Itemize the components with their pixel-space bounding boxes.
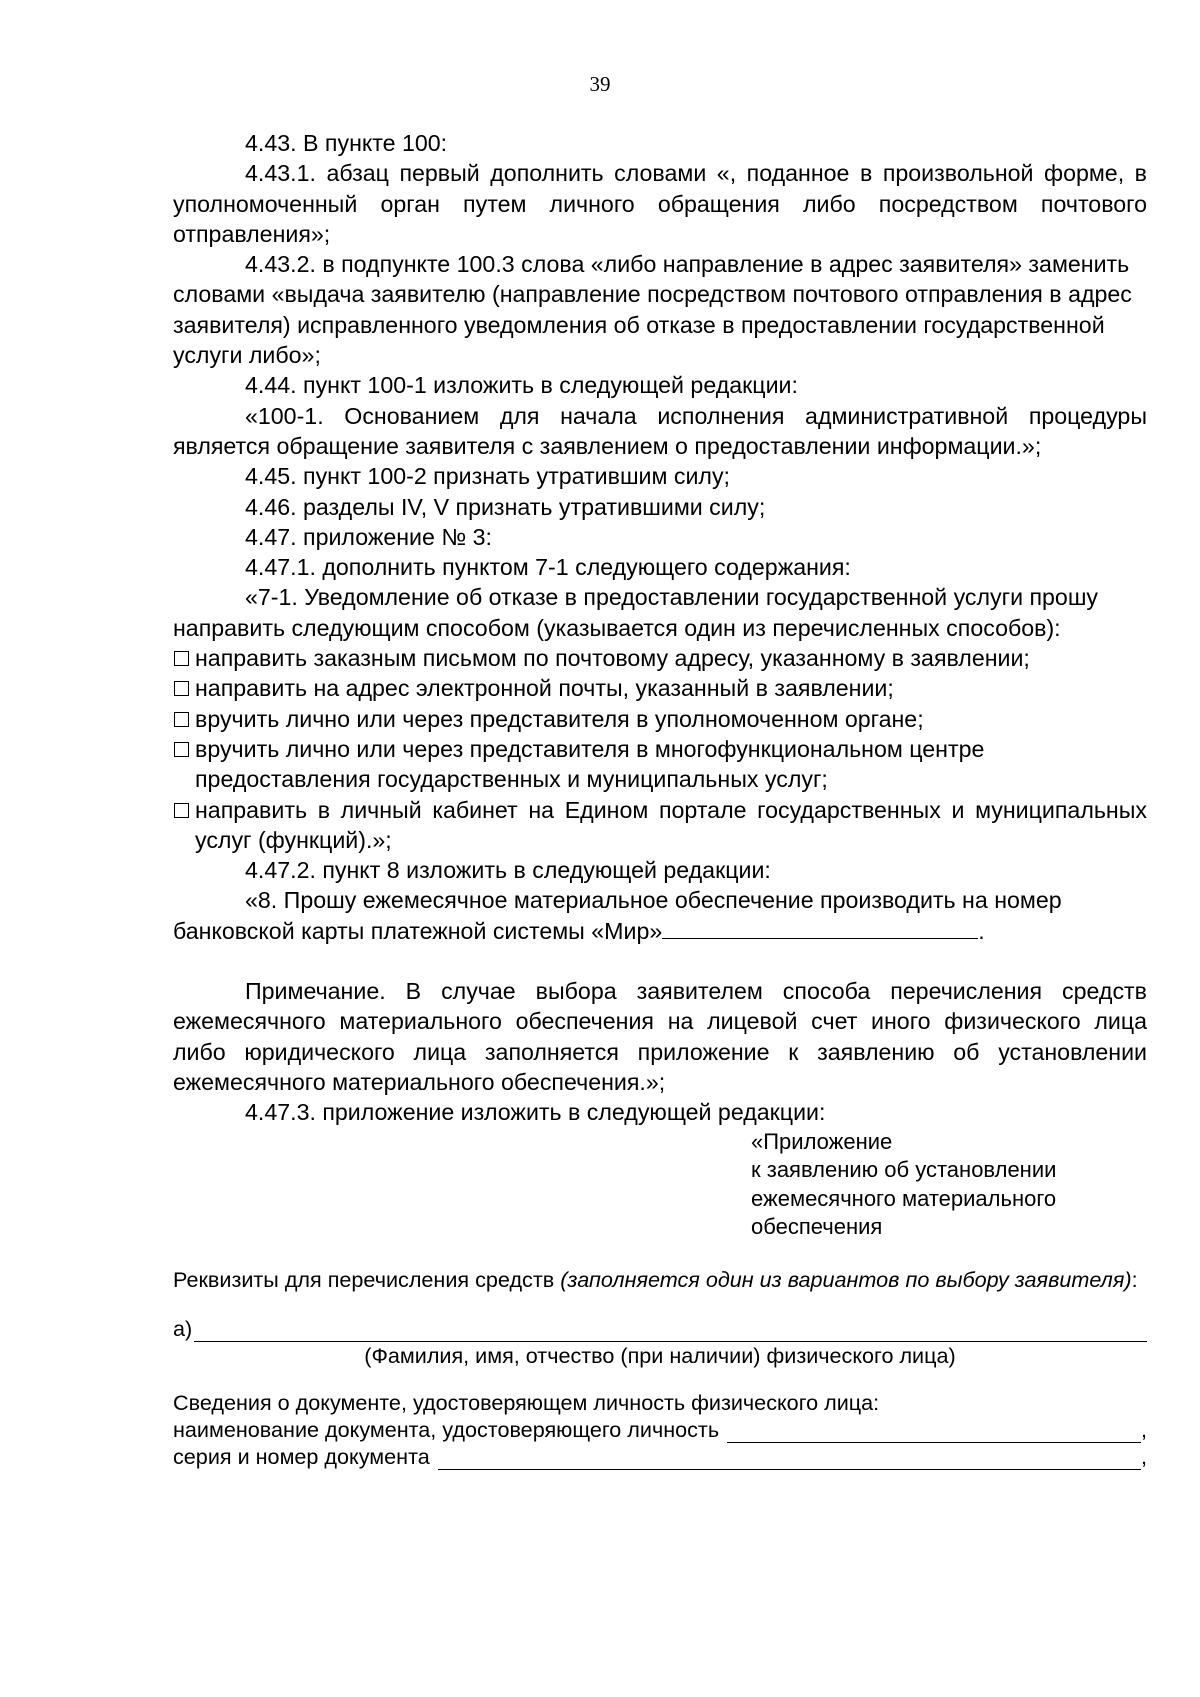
paragraph-8	[173, 885, 1147, 946]
paragraph-4-47-2: 4.47.2. пункт 8 изложить в следующей редакции:	[245, 857, 771, 884]
spacer	[173, 1369, 1147, 1389]
spacer	[173, 1293, 1147, 1315]
doc-series-blank	[438, 1447, 1141, 1470]
option-in-person-authority	[173, 704, 1147, 734]
annex-header	[751, 1128, 1147, 1242]
option-email	[173, 673, 1147, 703]
requisites-heading	[173, 1266, 1147, 1293]
paragraph-4-47-3: 4.47.3. приложение изложить в следующей редакции:	[245, 1099, 826, 1126]
option-portal-cabinet	[173, 795, 1147, 856]
paragraph-4-44: 4.44. пункт 100-1 изложить в следующей редакции:	[245, 372, 798, 399]
checkbox-icon	[174, 651, 189, 666]
annex-line: к заявлению об установлении	[751, 1157, 1057, 1182]
spacer	[173, 1242, 1147, 1266]
option-in-person-mfc	[173, 734, 1147, 795]
checkbox-icon	[174, 803, 189, 818]
annex-line: «Приложение	[751, 1128, 893, 1154]
requisites-text: Реквизиты для перечисления средств	[173, 1266, 561, 1292]
requisites-colon: :	[1131, 1266, 1138, 1292]
paragraph-4-43-1: 4.43.1. абзац первый дополнить словами «, поданное в произвольной форме, в уполномоченный орган путем личного обращения либо посредством почтового отправления»;	[173, 160, 1147, 247]
page-number: 39	[589, 72, 611, 96]
doc-series-comma: ,	[1141, 1443, 1147, 1469]
option-registered-mail	[173, 643, 1147, 673]
option-label: вручить лично или через представителя в уполномоченном органе;	[195, 705, 924, 732]
requisites-italic-note: (заполняется один из вариантов по выбору заявителя)	[560, 1266, 1132, 1292]
paragraph-8-period: .	[978, 917, 985, 944]
option-label: направить в личный кабинет на Едином портале государственных и муниципальных услуг (функций).»;	[195, 796, 1147, 853]
option-label: вручить лично или через представителя в многофункциональном центре предоставления государственных и муниципальных услуг;	[195, 735, 985, 793]
paragraph-7-1: «7-1. Уведомление об отказе в предоставлении государственной услуги прошу направить следующим способом (указывается один из перечисленных способов):	[173, 584, 1099, 641]
option-label: направить на адрес электронной почты, указанный в заявлении;	[195, 675, 894, 702]
doc-name-comma: ,	[1141, 1416, 1147, 1442]
identity-doc-heading: Сведения о документе, удостоверяющем личность физического лица:	[173, 1389, 880, 1415]
option-a-row	[173, 1315, 1147, 1342]
doc-series-row	[173, 1443, 1147, 1470]
doc-name-label: наименование документа, удостоверяющего личность	[173, 1416, 720, 1442]
paragraph-4-46: 4.46. разделы IV, V признать утратившими силу;	[245, 493, 766, 520]
option-label: направить заказным письмом по почтовому адресу, указанному в заявлении;	[195, 645, 1030, 672]
full-name-blank	[194, 1319, 1147, 1342]
paragraph-4-47: 4.47. приложение № 3:	[245, 523, 493, 550]
paragraph-100-1: «100-1. Основанием для начала исполнения административной процедуры является обращение заявителя с заявлением о предоставлении информации.»;	[173, 402, 1147, 459]
annex-line: обеспечения	[751, 1214, 883, 1239]
option-a-label: а)	[173, 1315, 193, 1341]
checkbox-icon	[174, 742, 189, 757]
note-paragraph: Примечание. В случае выбора заявителем способа перечисления средств ежемесячного материального обеспечения на лицевой счет иного физического лица либо юридического лица заполняется приложение к заявлению об установлении ежемесячного материального обеспечения.»;	[173, 978, 1147, 1095]
checkbox-icon	[174, 712, 189, 727]
card-number-blank	[662, 916, 978, 939]
checkbox-icon	[174, 681, 189, 696]
paragraph-4-47-1: 4.47.1. дополнить пунктом 7-1 следующего содержания:	[245, 554, 851, 581]
paragraph-4-43: 4.43. В пункте 100:	[245, 130, 448, 156]
doc-name-blank	[727, 1420, 1141, 1443]
paragraph-4-45: 4.45. пункт 100-2 признать утратившим силу;	[245, 463, 730, 490]
spacer	[173, 946, 1147, 976]
doc-series-label: серия и номер документа	[173, 1443, 430, 1469]
document-body	[173, 128, 1147, 1470]
full-name-caption: (Фамилия, имя, отчество (при наличии) физического лица)	[364, 1342, 956, 1368]
doc-name-row	[173, 1416, 1147, 1443]
paragraph-4-43-2: 4.43.2. в подпункте 100.3 слова «либо направление в адрес заявителя» заменить словами «выдача заявителю (направление посредством почтового отправления в адрес заявителя) исправленного уведомления об отказе в предоставлении государственной услуги либо»;	[173, 251, 1132, 369]
annex-line: ежемесячного материального	[751, 1185, 1057, 1211]
paragraph-8-text: «8. Прошу ежемесячное материальное обеспечение производить на номер банковской карты платежной системы «Мир»	[173, 887, 1062, 944]
